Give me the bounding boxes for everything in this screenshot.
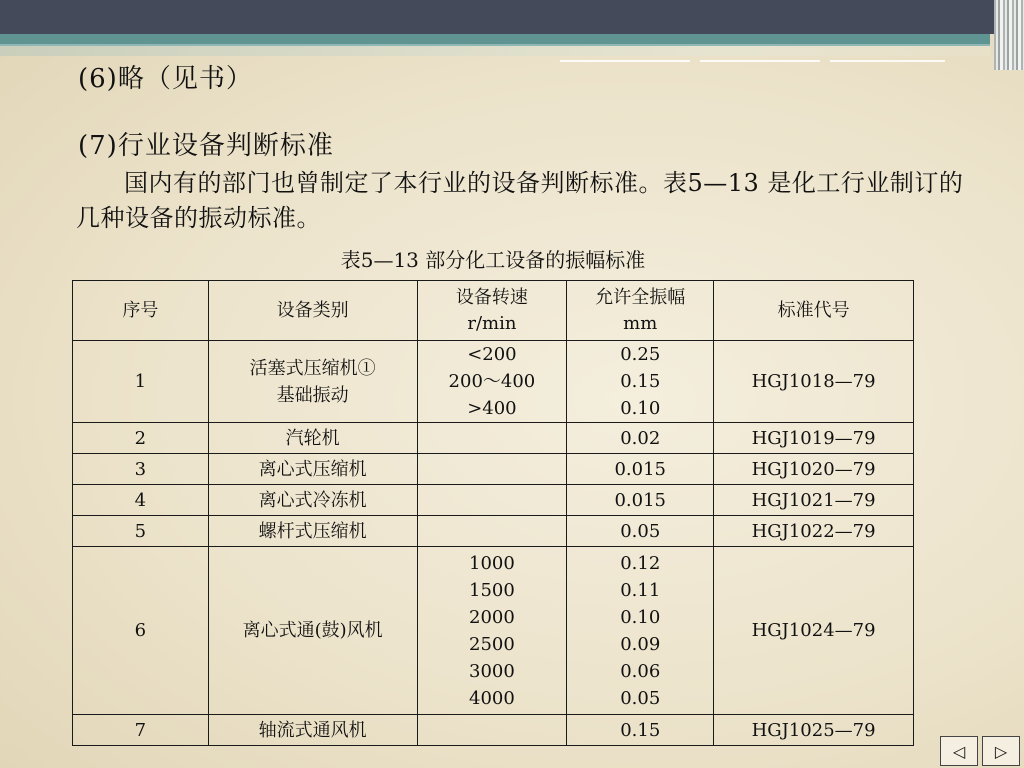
cell-speed-line: 2500 (469, 633, 515, 655)
header-speed-label: 设备转速 (455, 286, 528, 308)
next-slide-button[interactable] (982, 736, 1020, 766)
title-bar (0, 0, 1024, 34)
cell-category (208, 485, 417, 516)
table-row (73, 547, 914, 715)
cell-code: HGJ1025—79 (714, 715, 914, 746)
vibration-standard-table (72, 280, 914, 746)
body-paragraph: 国内有的部门也曾制定了本行业的设备判断标准。表5—13 是化工行业制订的几种设备的振动标准。 (76, 169, 964, 232)
decorative-stripes (994, 0, 1024, 70)
accent-highlight (0, 46, 990, 56)
cell-amplitude (567, 454, 714, 485)
table-caption: 表5—13 部分化工设备的振幅标准 (340, 248, 646, 272)
cell-code: HGJ1018—79 (714, 341, 914, 423)
header-amplitude-unit: mm (623, 312, 658, 334)
cell-category (208, 423, 417, 454)
cell-speed-line: 1500 (469, 579, 515, 601)
cell-amplitude-line: 0.25 (620, 344, 661, 365)
cell-category (208, 715, 417, 746)
cell-no: 2 (73, 423, 209, 454)
cell-amplitude-line: 0.015 (614, 489, 666, 511)
cell-amplitude-line: 0.10 (620, 606, 661, 628)
cell-category (208, 341, 417, 423)
cell-no: 7 (73, 715, 209, 746)
cell-no: 6 (73, 547, 209, 715)
header-amplitude-label: 允许全振幅 (595, 286, 686, 308)
triangle-right-icon: ▷ (994, 741, 1008, 761)
cell-category (208, 547, 417, 715)
decorative-line (700, 60, 820, 62)
cell-speed (417, 423, 567, 454)
cell-amplitude-line: 0.15 (620, 719, 661, 741)
cell-category-line: 螺杆式压缩机 (258, 520, 367, 542)
cell-speed-line: 3000 (469, 660, 515, 682)
cell-category-line: 汽轮机 (285, 427, 340, 449)
table-header-row (73, 281, 914, 341)
cell-category-line: 轴流式通风机 (258, 719, 367, 741)
cell-speed (417, 547, 567, 715)
cell-speed-line: <200 (467, 344, 517, 365)
cell-speed (417, 341, 567, 423)
header-no: 序号 (73, 281, 209, 341)
accent-band (0, 34, 990, 44)
cell-no: 4 (73, 485, 209, 516)
cell-amplitude-line: 0.05 (620, 520, 661, 542)
cell-no: 1 (73, 341, 209, 423)
table-row (73, 423, 914, 454)
header-amplitude (567, 281, 714, 341)
cell-code: HGJ1020—79 (714, 454, 914, 485)
cell-amplitude-line: 0.05 (620, 687, 661, 709)
cell-amplitude (567, 715, 714, 746)
cell-speed-line: 200～400 (448, 371, 536, 392)
cell-amplitude-line: 0.10 (620, 398, 661, 419)
cell-code: HGJ1019—79 (714, 423, 914, 454)
header-category: 设备类别 (208, 281, 417, 341)
cell-speed-line: 4000 (469, 687, 515, 709)
cell-category-line: 离心式压缩机 (258, 458, 367, 480)
decorative-line (560, 60, 690, 62)
cell-speed-line: 2000 (469, 606, 515, 628)
table-row (73, 516, 914, 547)
cell-amplitude-line: 0.02 (620, 427, 661, 449)
cell-category (208, 454, 417, 485)
table-body (73, 341, 914, 746)
section-6-heading: (6)略（见书） (78, 64, 253, 94)
table-row (73, 485, 914, 516)
cell-amplitude (567, 516, 714, 547)
cell-amplitude-line: 0.12 (620, 552, 661, 574)
cell-amplitude-line: 0.09 (620, 633, 661, 655)
table-row (73, 454, 914, 485)
cell-speed (417, 485, 567, 516)
cell-speed-line: 1000 (469, 552, 515, 574)
cell-code: HGJ1024—79 (714, 547, 914, 715)
cell-speed (417, 516, 567, 547)
triangle-left-icon: ◁ (952, 741, 966, 761)
cell-amplitude (567, 423, 714, 454)
prev-slide-button[interactable] (940, 736, 978, 766)
header-speed (417, 281, 567, 341)
table-row (73, 715, 914, 746)
cell-category-line: 基础振动 (276, 384, 349, 406)
cell-category-line: 活塞式压缩机① (249, 357, 376, 379)
cell-amplitude (567, 547, 714, 715)
cell-code: HGJ1022—79 (714, 516, 914, 547)
cell-code: HGJ1021—79 (714, 485, 914, 516)
decorative-line (830, 60, 945, 62)
cell-speed (417, 454, 567, 485)
cell-amplitude-line: 0.015 (614, 458, 666, 480)
cell-amplitude-line: 0.11 (620, 579, 661, 601)
cell-category-line: 离心式通(鼓)风机 (242, 620, 383, 641)
cell-amplitude-line: 0.06 (620, 660, 661, 682)
cell-no: 5 (73, 516, 209, 547)
cell-amplitude (567, 485, 714, 516)
table-row (73, 341, 914, 423)
section-7-heading: (7)行业设备判断标准 (78, 131, 334, 161)
cell-speed (417, 715, 567, 746)
cell-amplitude-line: 0.15 (620, 371, 661, 392)
cell-category-line: 离心式冷冻机 (258, 489, 367, 511)
cell-category (208, 516, 417, 547)
cell-no: 3 (73, 454, 209, 485)
cell-amplitude (567, 341, 714, 423)
cell-speed-line: >400 (467, 398, 517, 419)
header-code: 标准代号 (714, 281, 914, 341)
header-speed-unit: r/min (467, 312, 517, 334)
